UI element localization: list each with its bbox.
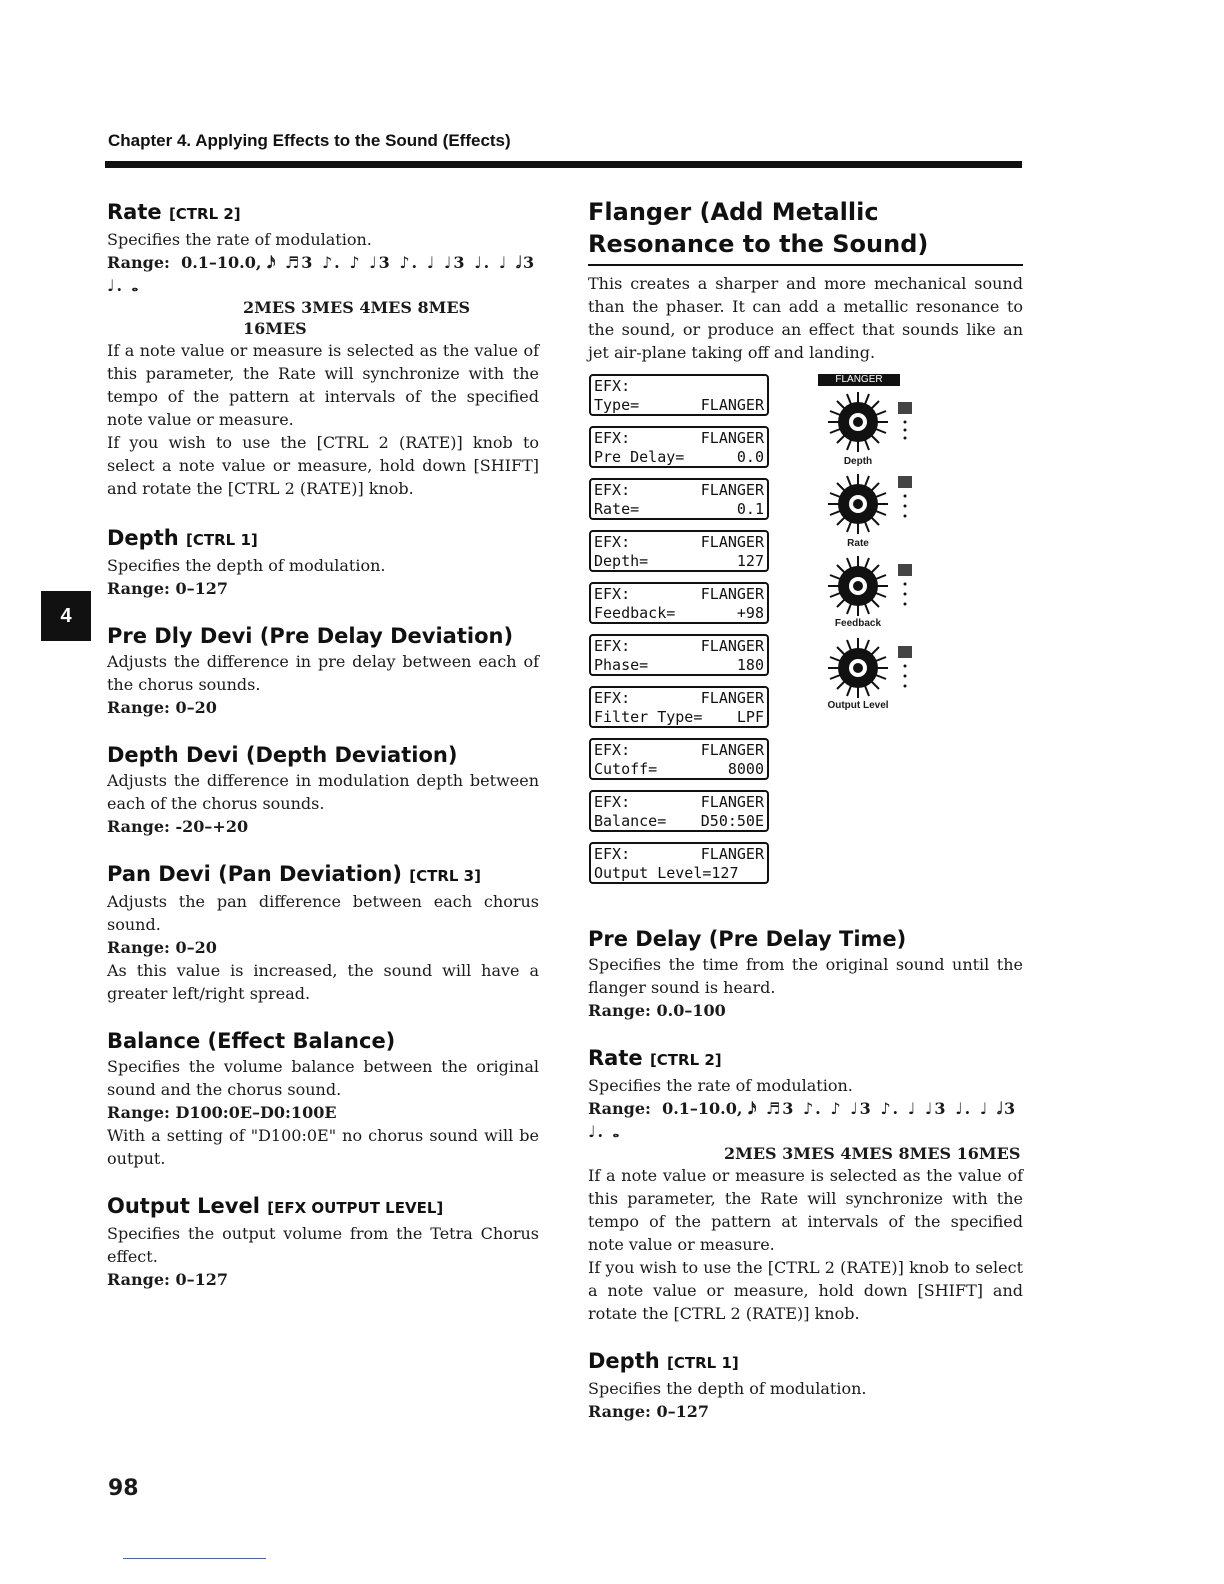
knob-block xyxy=(818,386,918,468)
param-desc: Specifies the rate of modulation. xyxy=(107,230,372,249)
param-desc: Specifies the depth of modulation. xyxy=(107,556,386,575)
param-depth-right xyxy=(588,1347,1023,1423)
param-rate-left xyxy=(107,198,539,500)
param-body: If you wish to use the [CTRL 2 (RATE)] knob to select a note value or measure, hold down [SHIFT] and rotate the [CTRL 2 (RATE)] knob. xyxy=(107,433,539,498)
section-intro: This creates a sharper and more mechanical sound than the phaser. It can add a metallic resonance to the sound, or produce an effect that sounds like an jet air-plane taking off and landing. xyxy=(588,274,1023,362)
param-range: Range: 0.1–10.0, 𝅘𝅥𝅯 ♬3 ♪. ♪ ♩3 ♪. ♩ ♩3 ♩. ♩ 𝅗𝅥3 ♩. 𝅝 xyxy=(588,1099,1018,1141)
lcd-screen: EFX: FLANGER Phase= 180 xyxy=(589,634,769,676)
knob-label: Output Level xyxy=(827,700,889,711)
param-desc: Adjusts the difference in modulation depth between each of the chorus sounds. xyxy=(107,771,539,813)
param-title: Rate [CTRL 2] xyxy=(107,200,241,224)
knob-icon xyxy=(828,636,912,700)
knob-label: Depth xyxy=(843,456,873,467)
lcd-screen: EFX: FLANGER Rate= 0.1 xyxy=(589,478,769,520)
param-range: Range: 0–127 xyxy=(107,1270,229,1289)
right-column-lower xyxy=(588,925,1023,1423)
param-desc: Adjusts the pan difference between each chorus sound. xyxy=(107,892,539,934)
param-body: As this value is increased, the sound will have a greater left/right spread. xyxy=(107,961,539,1003)
param-range: Range: 0–20 xyxy=(107,938,217,957)
param-range: Range: D100:0E–D0:100E xyxy=(107,1103,337,1122)
lcd-stack xyxy=(589,374,773,894)
param-title: Depth [CTRL 1] xyxy=(107,526,258,550)
lcd-screen: EFX: FLANGER Balance= D50:50E xyxy=(589,790,769,832)
param-desc: Specifies the volume balance between the original sound and the chorus sound. xyxy=(107,1057,539,1099)
param-range: Range: 0–20 xyxy=(107,698,217,717)
param-pre-dly-devi xyxy=(107,622,539,719)
param-title: Pan Devi (Pan Deviation) [CTRL 3] xyxy=(107,862,481,886)
param-title: Rate [CTRL 2] xyxy=(588,1046,722,1070)
param-balance xyxy=(107,1027,539,1170)
param-title: Pre Dly Devi (Pre Delay Deviation) xyxy=(107,624,514,648)
knob-icon xyxy=(828,472,912,536)
param-range: Range: 0–127 xyxy=(107,579,229,598)
param-desc: Specifies the depth of modulation. xyxy=(588,1379,867,1398)
param-range: Range: 0–127 xyxy=(588,1402,710,1421)
param-title: Balance (Effect Balance) xyxy=(107,1029,396,1053)
left-column xyxy=(107,198,539,1291)
param-desc: Specifies the rate of modulation. xyxy=(588,1076,853,1095)
lcd-screen: EFX: Type= FLANGER xyxy=(589,374,769,416)
chapter-tab: 4 xyxy=(41,591,91,641)
section-title: Flanger (Add Metallic Resonance to the Sound) xyxy=(588,196,1023,266)
knob-label: Rate xyxy=(847,538,869,549)
knob-panel xyxy=(818,374,918,714)
param-body: With a setting of "D100:0E" no chorus sound will be output. xyxy=(107,1126,539,1168)
param-range-line2: 2MES 3MES 4MES 8MES 16MES xyxy=(724,1144,1021,1163)
note-values: 𝅘𝅥𝅯 ♬3 ♪. ♪ ♩3 ♪. ♩ ♩3 ♩. ♩ 𝅗𝅥3 ♩. 𝅝 xyxy=(588,1099,1018,1141)
param-title: Depth Devi (Depth Deviation) xyxy=(107,743,458,767)
knob-label: Feedback xyxy=(834,618,882,629)
header-rule xyxy=(105,161,1022,168)
param-rate-right xyxy=(588,1044,1023,1325)
lcd-screen: EFX: FLANGER Feedback= +98 xyxy=(589,582,769,624)
param-title: Pre Delay (Pre Delay Time) xyxy=(588,927,907,951)
knob-block xyxy=(818,468,918,550)
param-body: If you wish to use the [CTRL 2 (RATE)] knob to select a note value or measure, hold down [SHIFT] and rotate the [CTRL 2 (RATE)] knob. xyxy=(588,1258,1023,1323)
note-values: 𝅘𝅥𝅯 ♬3 ♪. ♪ ♩3 ♪. ♩ ♩3 ♩. ♩ 𝅗𝅥3 ♩. 𝅝 xyxy=(107,253,537,295)
param-output-level xyxy=(107,1192,539,1291)
param-range-line2: 2MES 3MES 4MES 8MES 16MES xyxy=(243,298,471,338)
param-desc: Specifies the time from the original sound until the flanger sound is heard. xyxy=(588,955,1023,997)
param-pre-delay xyxy=(588,925,1023,1022)
param-desc: Specifies the output volume from the Tetra Chorus effect. xyxy=(107,1224,539,1266)
param-title: Depth [CTRL 1] xyxy=(588,1349,739,1373)
param-range: Range: 0.1–10.0, 𝅘𝅥𝅯 ♬3 ♪. ♪ ♩3 ♪. ♩ ♩3 ♩. ♩ 𝅗𝅥3 ♩. 𝅝 xyxy=(107,253,537,295)
page-number: 98 xyxy=(108,1476,139,1501)
lcd-screen: EFX: FLANGER Cutoff= 8000 xyxy=(589,738,769,780)
lcd-screen: EFX: FLANGER Depth= 127 xyxy=(589,530,769,572)
param-depth-left xyxy=(107,524,539,600)
lcd-screen: EFX: FLANGER Filter Type= LPF xyxy=(589,686,769,728)
param-pan-devi xyxy=(107,860,539,1005)
knob-block xyxy=(818,632,918,714)
footer-line xyxy=(123,1558,266,1559)
knob-block xyxy=(818,550,918,632)
param-desc: Adjusts the difference in pre delay between each of the chorus sounds. xyxy=(107,652,539,694)
param-body: If a note value or measure is selected as the value of this parameter, the Rate will synchronize with the tempo of the pattern at intervals of the specified note value or measure. xyxy=(588,1166,1023,1254)
param-range: Range: -20–+20 xyxy=(107,817,249,836)
param-range: Range: 0.0–100 xyxy=(588,1001,726,1020)
knob-icon xyxy=(828,390,912,454)
lcd-screen: EFX: FLANGER Output Level=127 xyxy=(589,842,769,884)
panel-label: FLANGER xyxy=(818,374,900,386)
lcd-screen: EFX: FLANGER Pre Delay= 0.0 xyxy=(589,426,769,468)
right-column xyxy=(588,196,1023,364)
param-body: If a note value or measure is selected as the value of this parameter, the Rate will synchronize with the tempo of the pattern at intervals of the specified note value or measure. xyxy=(107,341,539,429)
knob-icon xyxy=(828,554,912,618)
param-depth-devi xyxy=(107,741,539,838)
param-title: Output Level [EFX OUTPUT LEVEL] xyxy=(107,1194,444,1218)
chapter-header: Chapter 4. Applying Effects to the Sound (Effects) xyxy=(108,131,511,150)
